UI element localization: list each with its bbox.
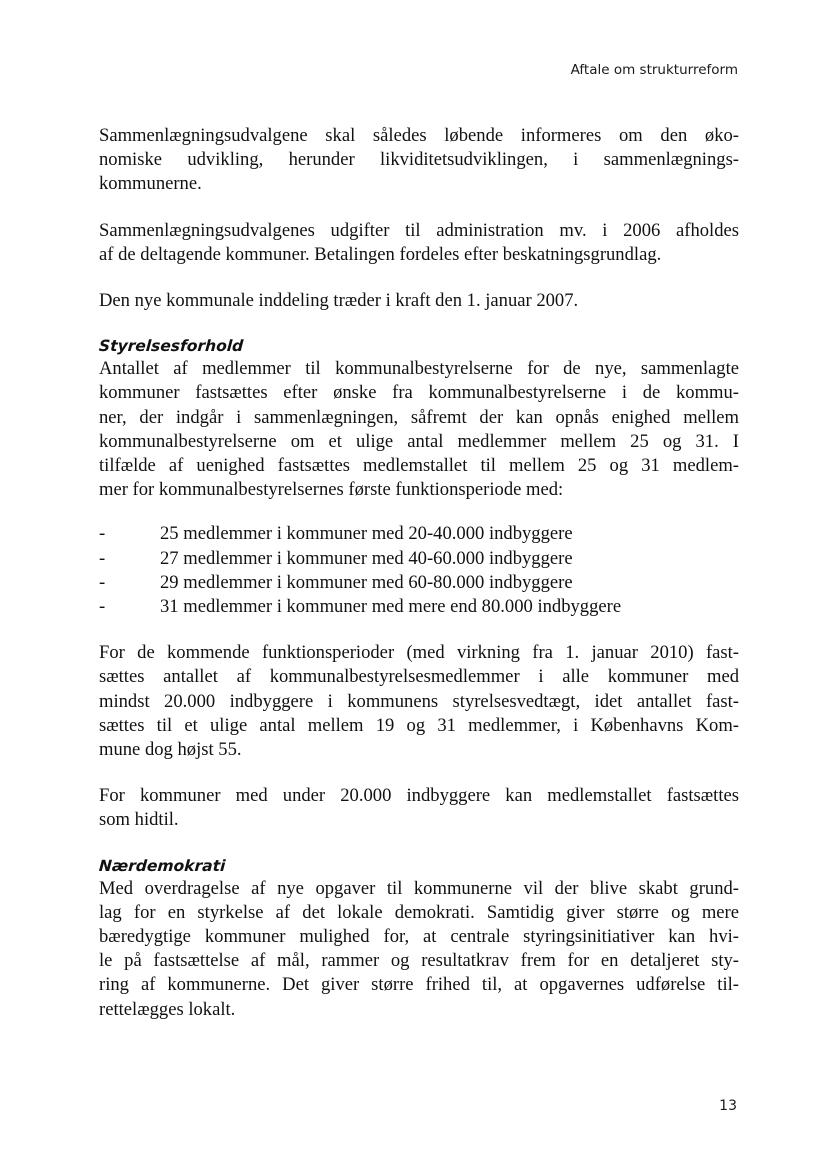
dash-bullet-icon: -	[99, 547, 106, 569]
running-header: Aftale om strukturreform	[570, 62, 738, 78]
list-item	[99, 571, 739, 595]
section-heading-styrelsesforhold: Styrelsesforhold	[98, 337, 244, 356]
page-number: 13	[719, 1098, 737, 1114]
text-line: le på fastsættelse af mål, rammer og resultatkrav frem for en detaljeret sty-	[99, 950, 739, 972]
text-line: Sammenlægningsudvalgene skal således løbende informeres om den øko-	[99, 125, 739, 146]
text-line: rettelægges lokalt.	[99, 998, 236, 1020]
dash-bullet-icon: -	[99, 523, 106, 545]
text-line: Den nye kommunale inddeling træder i kraft den 1. januar 2007.	[99, 290, 579, 312]
member-count-list	[99, 522, 739, 619]
text-line: For de kommende funktionsperioder (med virkning fra 1. januar 2010) fast-	[99, 642, 739, 664]
text-line: ner, der indgår i sammenlægningen, såfremt der kan opnås enighed mellem	[99, 406, 739, 428]
text-line: Med overdragelse af nye opgaver til kommunerne vil der blive skabt grund-	[99, 877, 739, 899]
text-line: mune dog højst 55.	[99, 739, 242, 761]
dash-bullet-icon: -	[99, 571, 106, 593]
paragraph-udgifter	[99, 219, 739, 267]
text-line: For kommuner med under 20.000 indbyggere kan medlemstallet fastsættes	[99, 785, 739, 807]
paragraph-styrelsesforhold-intro	[99, 357, 739, 502]
paragraph-ikrafttraeden	[99, 289, 739, 313]
text-line: sættes til et ulige antal mellem 19 og 31 medlemmer, i Københavns Kom-	[99, 714, 739, 736]
list-item-text: 29 medlemmer i kommuner med 60-80.000 indbyggere	[160, 571, 573, 593]
text-line: tilfælde af uenighed fastsættes medlemstallet til mellem 25 og 31 medlem-	[99, 455, 739, 477]
text-line: kommunalbestyrelserne om et ulige antal medlemmer mellem 25 og 31. I	[99, 430, 739, 452]
text-line: af de deltagende kommuner. Betalingen fordeles efter beskatningsgrundlag.	[99, 243, 662, 265]
list-item	[99, 595, 739, 619]
text-line: Sammenlægningsudvalgenes udgifter til administration mv. i 2006 afholdes	[99, 219, 739, 241]
list-item-text: 25 medlemmer i kommuner med 20-40.000 indbyggere	[160, 523, 573, 545]
text-line: Antallet af medlemmer til kommunalbestyrelserne for de nye, sammenlagte	[99, 358, 739, 380]
list-item	[99, 547, 739, 571]
text-line: bæredygtige kommuner mulighed for, at centrale styringsinitiativer kan hvi-	[99, 926, 739, 948]
paragraph-kommende-funktionsperioder	[99, 641, 739, 762]
page-body	[99, 124, 739, 1044]
text-line: ring af kommunerne. Det giver større frihed til, at opgavernes udførelse til-	[99, 974, 739, 996]
text-line: kommunerne.	[99, 173, 202, 195]
text-line: nomiske udvikling, herunder likviditetsudviklingen, i sammenlægnings-	[99, 149, 739, 171]
text-line: sættes antallet af kommunalbestyrelsesmedlemmer i alle kommuner med	[99, 666, 739, 688]
paragraph-sammenlaegningsudvalg-info	[99, 124, 739, 197]
text-line: kommuner fastsættes efter ønske fra kommunalbestyrelserne i de kommu-	[99, 382, 739, 404]
list-item-text: 31 medlemmer i kommuner med mere end 80.000 indbyggere	[160, 596, 622, 618]
text-line: som hidtil.	[99, 809, 179, 831]
dash-bullet-icon: -	[99, 596, 106, 618]
text-line: mindst 20.000 indbyggere i kommunens styrelsesvedtægt, idet antallet fast-	[99, 690, 739, 712]
list-item	[99, 522, 739, 546]
paragraph-under-20000	[99, 784, 739, 832]
list-item-text: 27 medlemmer i kommuner med 40-60.000 indbyggere	[160, 547, 573, 569]
paragraph-naerdemokrati	[99, 877, 739, 1022]
section-heading-naerdemokrati: Nærdemokrati	[98, 856, 227, 875]
text-line: mer for kommunalbestyrelsernes første funktionsperiode med:	[99, 479, 564, 501]
text-line: lag for en styrkelse af det lokale demokrati. Samtidig giver større og mere	[99, 901, 739, 923]
